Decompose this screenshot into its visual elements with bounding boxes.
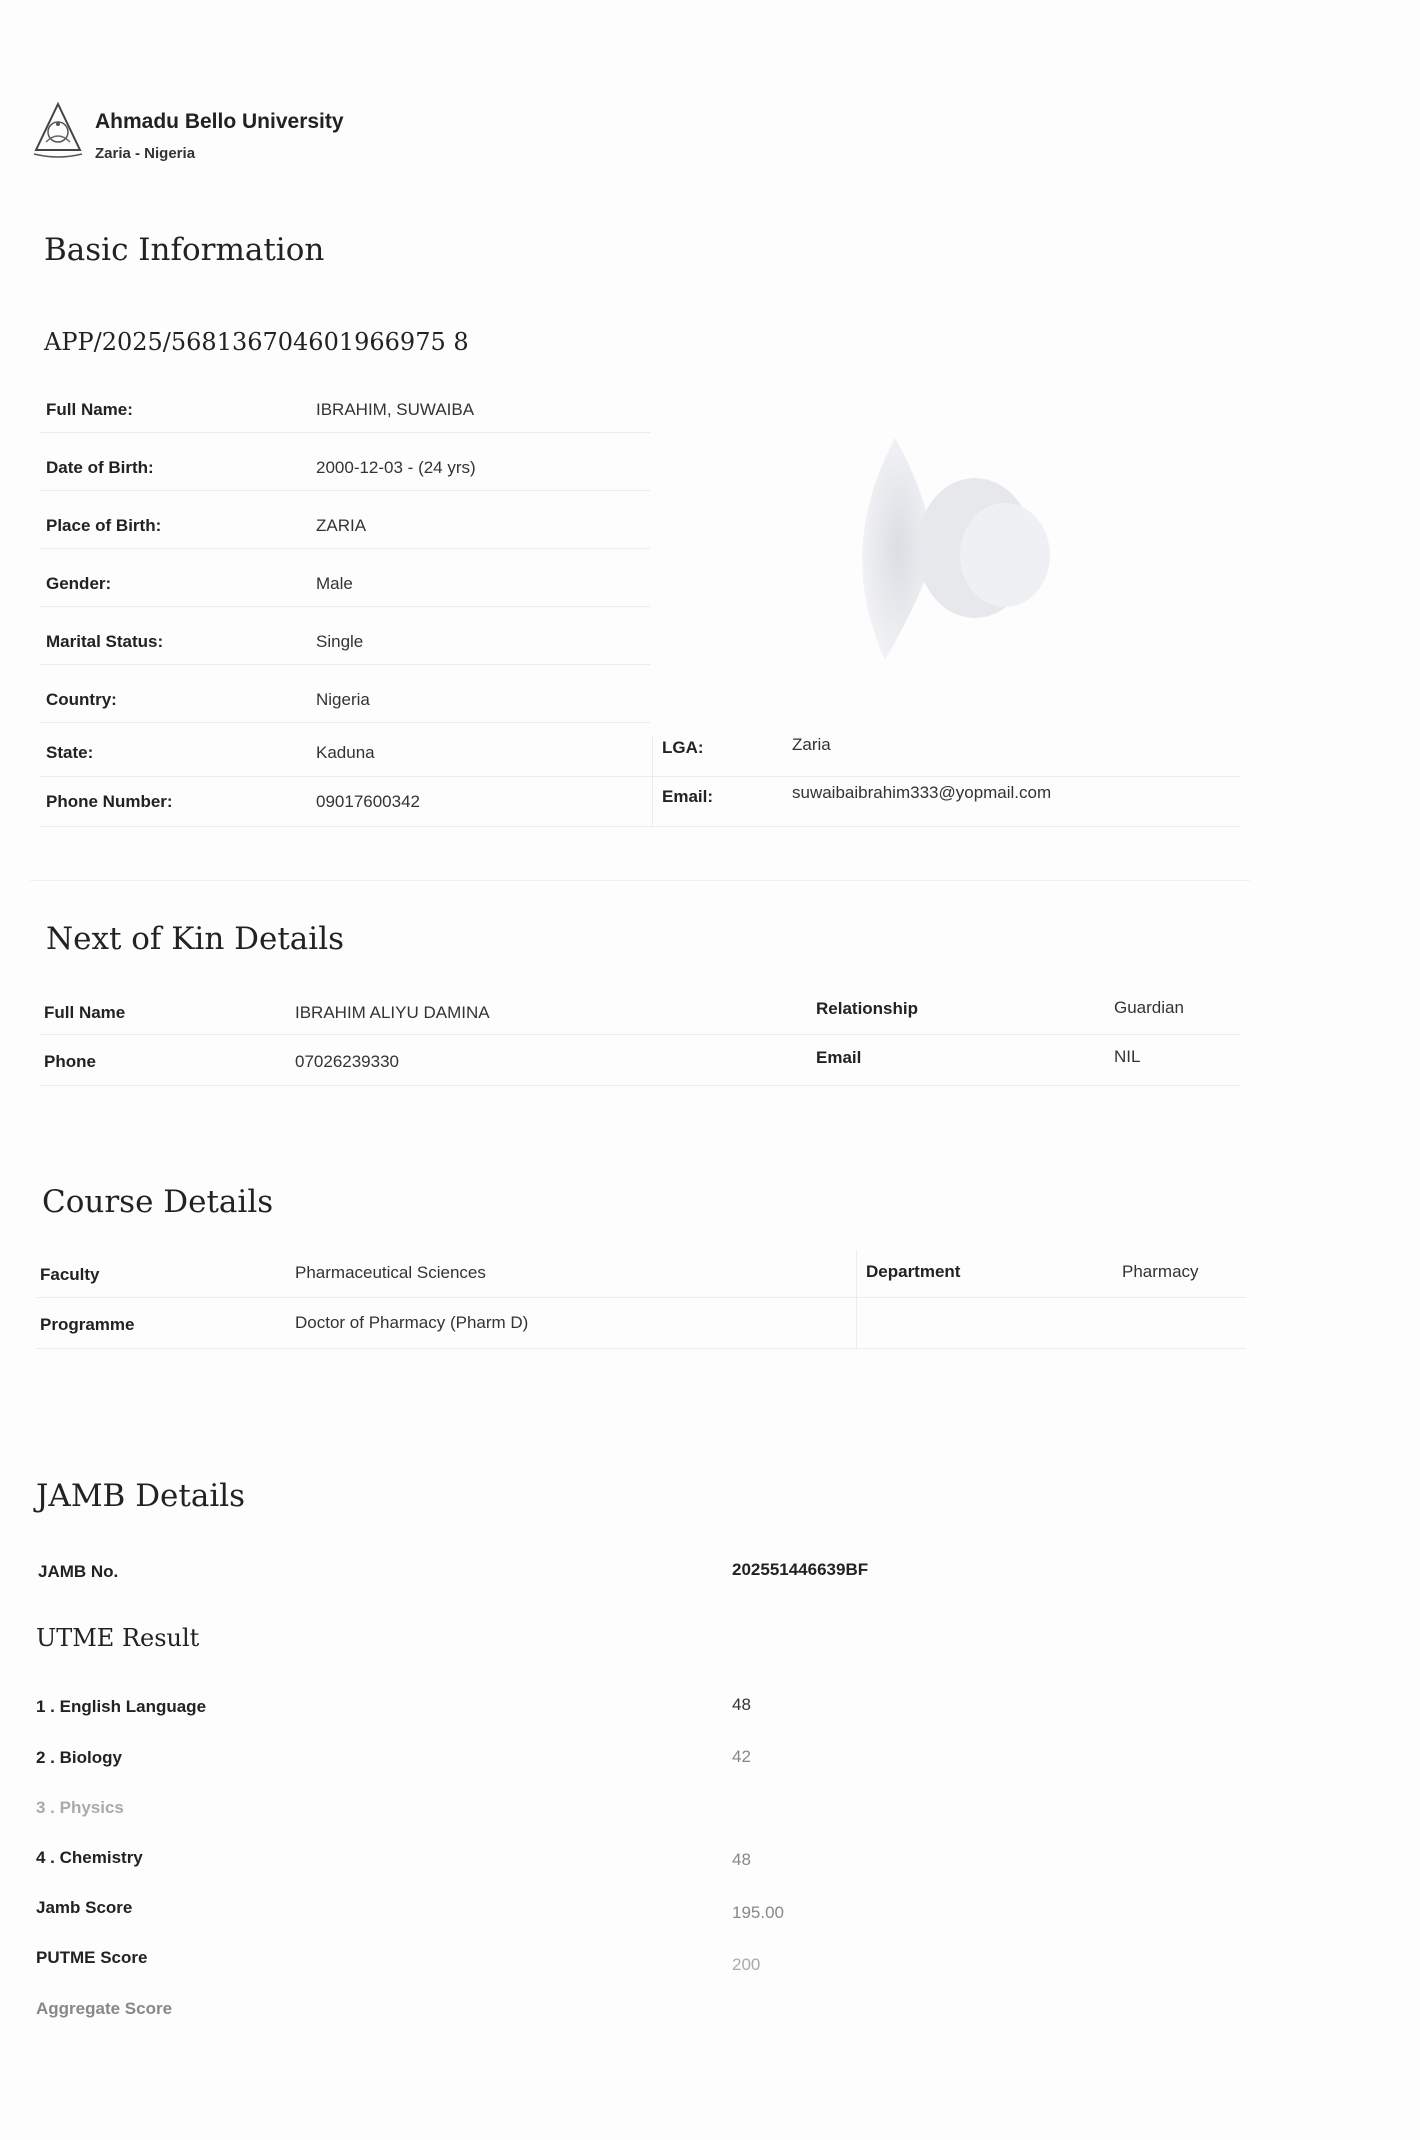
applicant-photo (835, 430, 1095, 670)
programme-value: Doctor of Pharmacy (Pharm D) (295, 1313, 529, 1332)
jamb-details-title: JAMB Details (36, 1478, 246, 1514)
kin-phone-value: 07026239330 (295, 1052, 400, 1071)
jamb-score-value: 195.00 (732, 1903, 784, 1922)
department-value: Pharmacy (1122, 1262, 1199, 1281)
jamb-no-value: 202551446639BF (732, 1560, 869, 1579)
application-id: APP/2025/568136704601966975 8 (44, 328, 469, 356)
putme-score-value: 200 (732, 1955, 761, 1974)
pob-label: Place of Birth: (46, 516, 162, 535)
kin-email-value: NIL (1114, 1047, 1141, 1066)
jamb-score-label: Jamb Score (36, 1898, 133, 1917)
kin-relationship-label: Relationship (816, 999, 919, 1018)
phone-value: 09017600342 (316, 792, 421, 811)
marital-status-value: Single (316, 632, 364, 651)
pob-value: ZARIA (316, 516, 367, 535)
email-label: Email: (662, 787, 714, 806)
basic-info-title: Basic Information (44, 232, 325, 268)
full-name-value: IBRAHIM, SUWAIBA (316, 400, 475, 419)
kin-email-label: Email (816, 1048, 862, 1067)
subject-2-label: 2 . Biology (36, 1748, 122, 1767)
state-label: State: (46, 743, 94, 762)
phone-label: Phone Number: (46, 792, 173, 811)
subject-4-score: 48 (732, 1850, 751, 1869)
kin-relationship-value: Guardian (1114, 998, 1184, 1017)
subject-4-label: 4 . Chemistry (36, 1848, 143, 1867)
subject-2-score: 42 (732, 1747, 751, 1766)
programme-label: Programme (40, 1315, 135, 1334)
lga-label: LGA: (662, 738, 704, 757)
aggregate-score-label: Aggregate Score (36, 1999, 173, 2018)
state-value: Kaduna (316, 743, 375, 762)
jamb-no-label: JAMB No. (38, 1562, 119, 1581)
dob-label: Date of Birth: (46, 458, 154, 477)
kin-full-name-label: Full Name (44, 1003, 126, 1022)
putme-score-label: PUTME Score (36, 1948, 148, 1967)
subject-1-score: 48 (732, 1695, 751, 1714)
university-name: Ahmadu Bello University (95, 110, 344, 133)
university-location: Zaria - Nigeria (95, 145, 196, 162)
gender-value: Male (316, 574, 353, 593)
course-details-title: Course Details (42, 1184, 274, 1220)
utme-result-title: UTME Result (36, 1624, 200, 1652)
kin-phone-label: Phone (44, 1052, 96, 1071)
subject-1-label: 1 . English Language (36, 1697, 207, 1716)
dob-value: 2000-12-03 - (24 yrs) (316, 458, 476, 477)
university-crest-icon (32, 102, 84, 162)
country-value: Nigeria (316, 690, 370, 709)
full-name-label: Full Name: (46, 400, 133, 419)
next-of-kin-title: Next of Kin Details (46, 921, 345, 957)
faculty-label: Faculty (40, 1265, 100, 1284)
marital-status-label: Marital Status: (46, 632, 164, 651)
subject-3-label: 3 . Physics (36, 1798, 124, 1817)
kin-full-name-value: IBRAHIM ALIYU DAMINA (295, 1003, 490, 1022)
faculty-value: Pharmaceutical Sciences (295, 1263, 486, 1282)
email-value: suwaibaibrahim333@yopmail.com (792, 783, 1052, 802)
department-label: Department (866, 1262, 961, 1281)
lga-value: Zaria (792, 735, 831, 754)
gender-label: Gender: (46, 574, 112, 593)
country-label: Country: (46, 690, 117, 709)
